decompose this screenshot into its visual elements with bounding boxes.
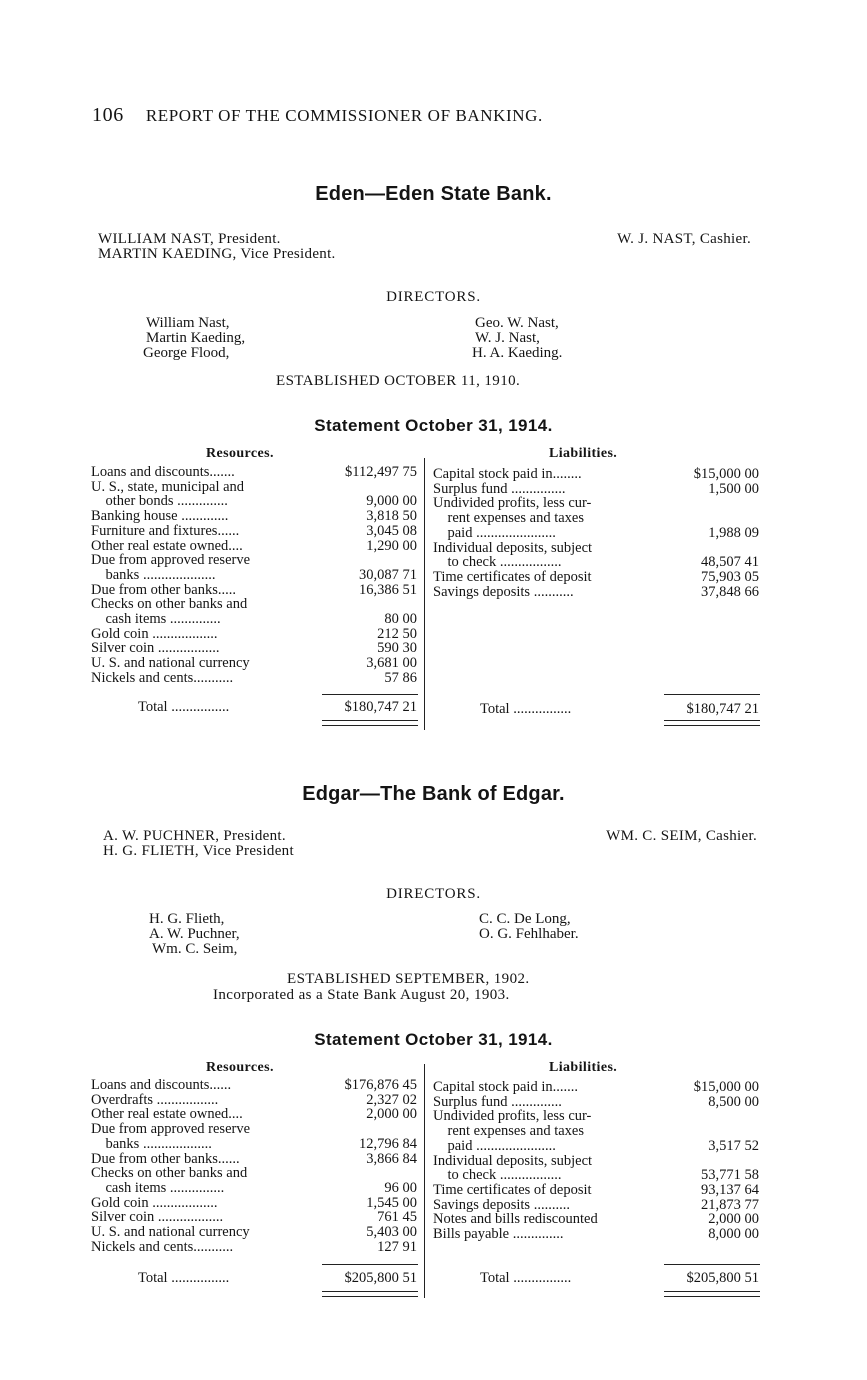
ledger-item-amount: 48,507 41 — [701, 554, 759, 571]
ledger-row — [433, 1227, 759, 1242]
ledger-item-amount: 761 45 — [377, 1209, 417, 1226]
director: H. G. Flieth, — [149, 911, 225, 927]
total-label: Total ................ — [138, 699, 230, 715]
ledger-item-label: rent expenses and taxes — [433, 510, 584, 527]
ledger-item-amount: 53,771 58 — [701, 1167, 759, 1184]
ledger-item-amount: $176,876 45 — [344, 1077, 417, 1093]
liabilities-total-row — [433, 1271, 759, 1286]
total-rule — [322, 694, 418, 695]
ledger-item-label: U. S., state, municipal and — [91, 478, 245, 495]
ledger-item-amount: 3,517 52 — [708, 1137, 759, 1154]
ledger-item-label: Surplus fund .............. — [433, 1093, 562, 1110]
ledger-item-label: U. S. and national currency — [91, 1224, 250, 1240]
ledger-row — [91, 465, 417, 480]
ledger-row — [91, 1122, 417, 1137]
total-label: Total ................ — [138, 1270, 230, 1286]
total-double-rule — [664, 1291, 760, 1297]
ledger-item-amount: 21,873 77 — [701, 1196, 759, 1213]
bank-title: Eden—Eden State Bank. — [315, 183, 552, 205]
ledger-item-label: Savings deposits ........... — [433, 583, 574, 600]
ledger-item-amount: 127 91 — [377, 1238, 417, 1255]
ledger-item-label: Undivided profits, less cur- — [433, 495, 592, 512]
director: William Nast, — [146, 315, 230, 331]
officer-vice-president: MARTIN KAEDING, Vice President. — [98, 246, 336, 262]
ledger-row — [91, 524, 417, 539]
ledger-item-amount: 93,137 64 — [701, 1181, 759, 1198]
ledger-item-label: Gold coin .................. — [91, 1194, 218, 1211]
ledger-row — [433, 1080, 759, 1095]
ledger-item-label: rent expenses and taxes — [433, 1123, 584, 1140]
ledger-item-amount: 16,386 51 — [359, 581, 417, 598]
ledger-item-label: Nickels and cents........... — [91, 669, 234, 686]
ledger-item-label: to check ................. — [433, 1167, 562, 1184]
ledger-item-amount: 3,818 50 — [366, 508, 417, 525]
ledger-row — [91, 1225, 417, 1240]
officer-president: A. W. PUCHNER, President. — [103, 828, 286, 844]
established-line: ESTABLISHED SEPTEMBER, 1902. — [287, 971, 530, 987]
ledger-item-label: Time certificates of deposit — [433, 1181, 592, 1198]
ledger-item-label: Loans and discounts....... — [91, 464, 235, 480]
established-line: ESTABLISHED OCTOBER 11, 1910. — [276, 373, 521, 389]
total-double-rule — [322, 720, 418, 726]
ledger-item-amount: 8,500 00 — [708, 1093, 759, 1110]
ledger-item-label: Savings deposits .......... — [433, 1196, 570, 1213]
page-number: 106 — [92, 104, 124, 126]
header-title: REPORT OF THE COMMISSIONER OF BANKING. — [145, 106, 543, 125]
total-amount: $205,800 51 — [344, 1270, 417, 1286]
director: George Flood, — [143, 345, 230, 361]
ledger-item-label: Silver coin ................. — [91, 640, 220, 657]
ledger-row — [433, 511, 759, 526]
ledger-row — [433, 526, 759, 541]
ledger-item-amount: 2,000 00 — [708, 1211, 759, 1228]
ledger-item-label: Capital stock paid in........ — [433, 466, 582, 482]
resources-total-row — [91, 1271, 417, 1286]
officer-president: WILLIAM NAST, President. — [98, 231, 281, 247]
ledger-item-label: Overdrafts ................. — [91, 1091, 219, 1108]
ledger-item-amount: 37,848 66 — [701, 583, 759, 600]
ledger-item-amount: 2,000 00 — [366, 1106, 417, 1123]
ledger-row — [91, 568, 417, 583]
total-rule — [664, 1264, 760, 1265]
ledger-item-amount: 57 86 — [384, 669, 417, 686]
ledger-item-label: Time certificates of deposit — [433, 568, 592, 585]
ledger-row — [433, 570, 759, 585]
director: Wm. C. Seim, — [152, 941, 238, 957]
ledger-item-label: Banking house ............. — [91, 508, 229, 525]
officer-cashier: W. J. NAST, Cashier. — [617, 231, 751, 247]
resources-heading: Resources. — [206, 1060, 274, 1075]
director: Martin Kaeding, — [146, 330, 246, 346]
director: C. C. De Long, — [479, 911, 571, 927]
incorporated-line: Incorporated as a State Bank August 20, 1903. — [213, 987, 510, 1003]
ledger-item-label: Furniture and fixtures...... — [91, 522, 240, 539]
ledger-item-amount: 1,290 00 — [366, 537, 417, 554]
column-divider — [424, 1064, 425, 1298]
ledger-row — [433, 1124, 759, 1139]
total-label: Total ................ — [480, 1270, 572, 1286]
ledger-row — [91, 509, 417, 524]
ledger-item-amount: 75,903 05 — [701, 568, 759, 585]
ledger-item-label: Due from other banks...... — [91, 1150, 240, 1167]
ledger-item-label: Other real estate owned.... — [91, 537, 243, 554]
ledger-item-label: Checks on other banks and — [91, 596, 248, 613]
ledger-item-amount: $15,000 00 — [693, 466, 759, 482]
ledger-row — [91, 612, 417, 627]
ledger-item-label: Surplus fund ............... — [433, 480, 566, 497]
total-amount: $180,747 21 — [686, 701, 759, 717]
statement-title: Statement October 31, 1914. — [314, 1030, 553, 1049]
ledger-row — [433, 1168, 759, 1183]
liabilities-heading: Liabilities. — [549, 446, 618, 461]
ledger-item-label: Gold coin .................. — [91, 625, 218, 642]
ledger-item-amount: 12,796 84 — [359, 1135, 417, 1152]
resources-heading: Resources. — [206, 446, 274, 461]
liabilities-heading: Liabilities. — [549, 1060, 618, 1075]
ledger-item-label: Bills payable .............. — [433, 1226, 564, 1242]
ledger-item-amount: $112,497 75 — [345, 464, 417, 480]
running-header — [92, 104, 543, 127]
ledger-row — [91, 671, 417, 686]
column-divider — [424, 458, 425, 730]
director: H. A. Kaeding. — [472, 345, 563, 361]
ledger-item-label: banks .................... — [91, 566, 216, 583]
ledger-item-label: Checks on other banks and — [91, 1165, 248, 1182]
ledger-item-label: U. S. and national currency — [91, 655, 250, 672]
ledger-item-amount: 30,087 71 — [359, 566, 417, 583]
ledger-item-label: Due from other banks..... — [91, 581, 236, 598]
total-amount: $205,800 51 — [686, 1270, 759, 1286]
ledger-row — [433, 1183, 759, 1198]
ledger-item-label: Individual deposits, subject — [433, 539, 593, 556]
ledger-item-label: paid ...................... — [433, 1137, 556, 1154]
ledger-item-label: Other real estate owned.... — [91, 1106, 243, 1123]
ledger-row — [433, 585, 759, 600]
ledger-row — [91, 656, 417, 671]
ledger-item-amount: 1,545 00 — [366, 1194, 417, 1211]
ledger-item-label: cash items ............... — [91, 1179, 225, 1196]
director: A. W. Puchner, — [149, 926, 240, 942]
officer-vice-president: H. G. FLIETH, Vice President — [103, 843, 294, 859]
ledger-row — [91, 1166, 417, 1181]
directors-heading: DIRECTORS. — [386, 289, 481, 305]
director: W. J. Nast, — [475, 330, 540, 346]
liabilities-total-row — [433, 702, 759, 717]
total-rule — [322, 1264, 418, 1265]
ledger-item-label: banks ................... — [91, 1135, 212, 1152]
ledger-item-amount: 3,866 84 — [366, 1150, 417, 1167]
ledger-item-label: paid ...................... — [433, 524, 556, 541]
ledger-row — [91, 553, 417, 568]
ledger-item-amount: 1,988 09 — [708, 524, 759, 541]
ledger-row — [91, 1078, 417, 1093]
resources-total-row — [91, 700, 417, 715]
statement-title: Statement October 31, 1914. — [314, 416, 553, 435]
ledger-row — [433, 467, 759, 482]
ledger-item-label: Due from approved reserve — [91, 552, 251, 569]
ledger-item-label: other bonds .............. — [91, 493, 228, 510]
ledger-item-amount: 80 00 — [384, 611, 417, 627]
total-amount: $180,747 21 — [344, 699, 417, 715]
ledger-item-amount: 9,000 00 — [366, 493, 417, 510]
total-double-rule — [322, 1291, 418, 1297]
ledger-item-amount: 2,327 02 — [366, 1091, 417, 1108]
ledger-row — [91, 1240, 417, 1255]
ledger-item-label: cash items .............. — [91, 611, 221, 627]
director: O. G. Fehlhaber. — [479, 926, 579, 942]
total-double-rule — [664, 720, 760, 726]
directors-heading: DIRECTORS. — [386, 886, 481, 902]
ledger-item-label: Nickels and cents........... — [91, 1238, 234, 1255]
director: Geo. W. Nast, — [475, 315, 559, 331]
ledger-row — [91, 1181, 417, 1196]
ledger-row — [433, 555, 759, 570]
ledger-item-label: Silver coin .................. — [91, 1209, 224, 1226]
ledger-item-amount: 212 50 — [377, 625, 417, 642]
ledger-item-label: Capital stock paid in....... — [433, 1079, 578, 1095]
ledger-item-amount: $15,000 00 — [693, 1079, 759, 1095]
ledger-item-amount: 3,045 08 — [366, 522, 417, 539]
ledger-item-amount: 1,500 00 — [708, 480, 759, 497]
ledger-item-label: Individual deposits, subject — [433, 1152, 593, 1169]
ledger-item-label: Undivided profits, less cur- — [433, 1108, 592, 1125]
total-label: Total ................ — [480, 701, 572, 717]
ledger-item-label: Notes and bills rediscounted — [433, 1211, 598, 1228]
officer-cashier: WM. C. SEIM, Cashier. — [606, 828, 757, 844]
ledger-item-label: Due from approved reserve — [91, 1121, 251, 1138]
ledger-item-amount: 3,681 00 — [366, 655, 417, 672]
ledger-item-amount: 590 30 — [377, 640, 417, 657]
bank-title: Edgar—The Bank of Edgar. — [302, 783, 565, 805]
ledger-item-amount: 96 00 — [384, 1179, 417, 1196]
ledger-item-label: to check ................. — [433, 554, 562, 571]
ledger-row — [91, 1137, 417, 1152]
ledger-item-amount: 5,403 00 — [366, 1224, 417, 1240]
ledger-item-label: Loans and discounts...... — [91, 1077, 232, 1093]
ledger-row — [433, 1139, 759, 1154]
ledger-item-amount: 8,000 00 — [708, 1226, 759, 1242]
total-rule — [664, 694, 760, 695]
